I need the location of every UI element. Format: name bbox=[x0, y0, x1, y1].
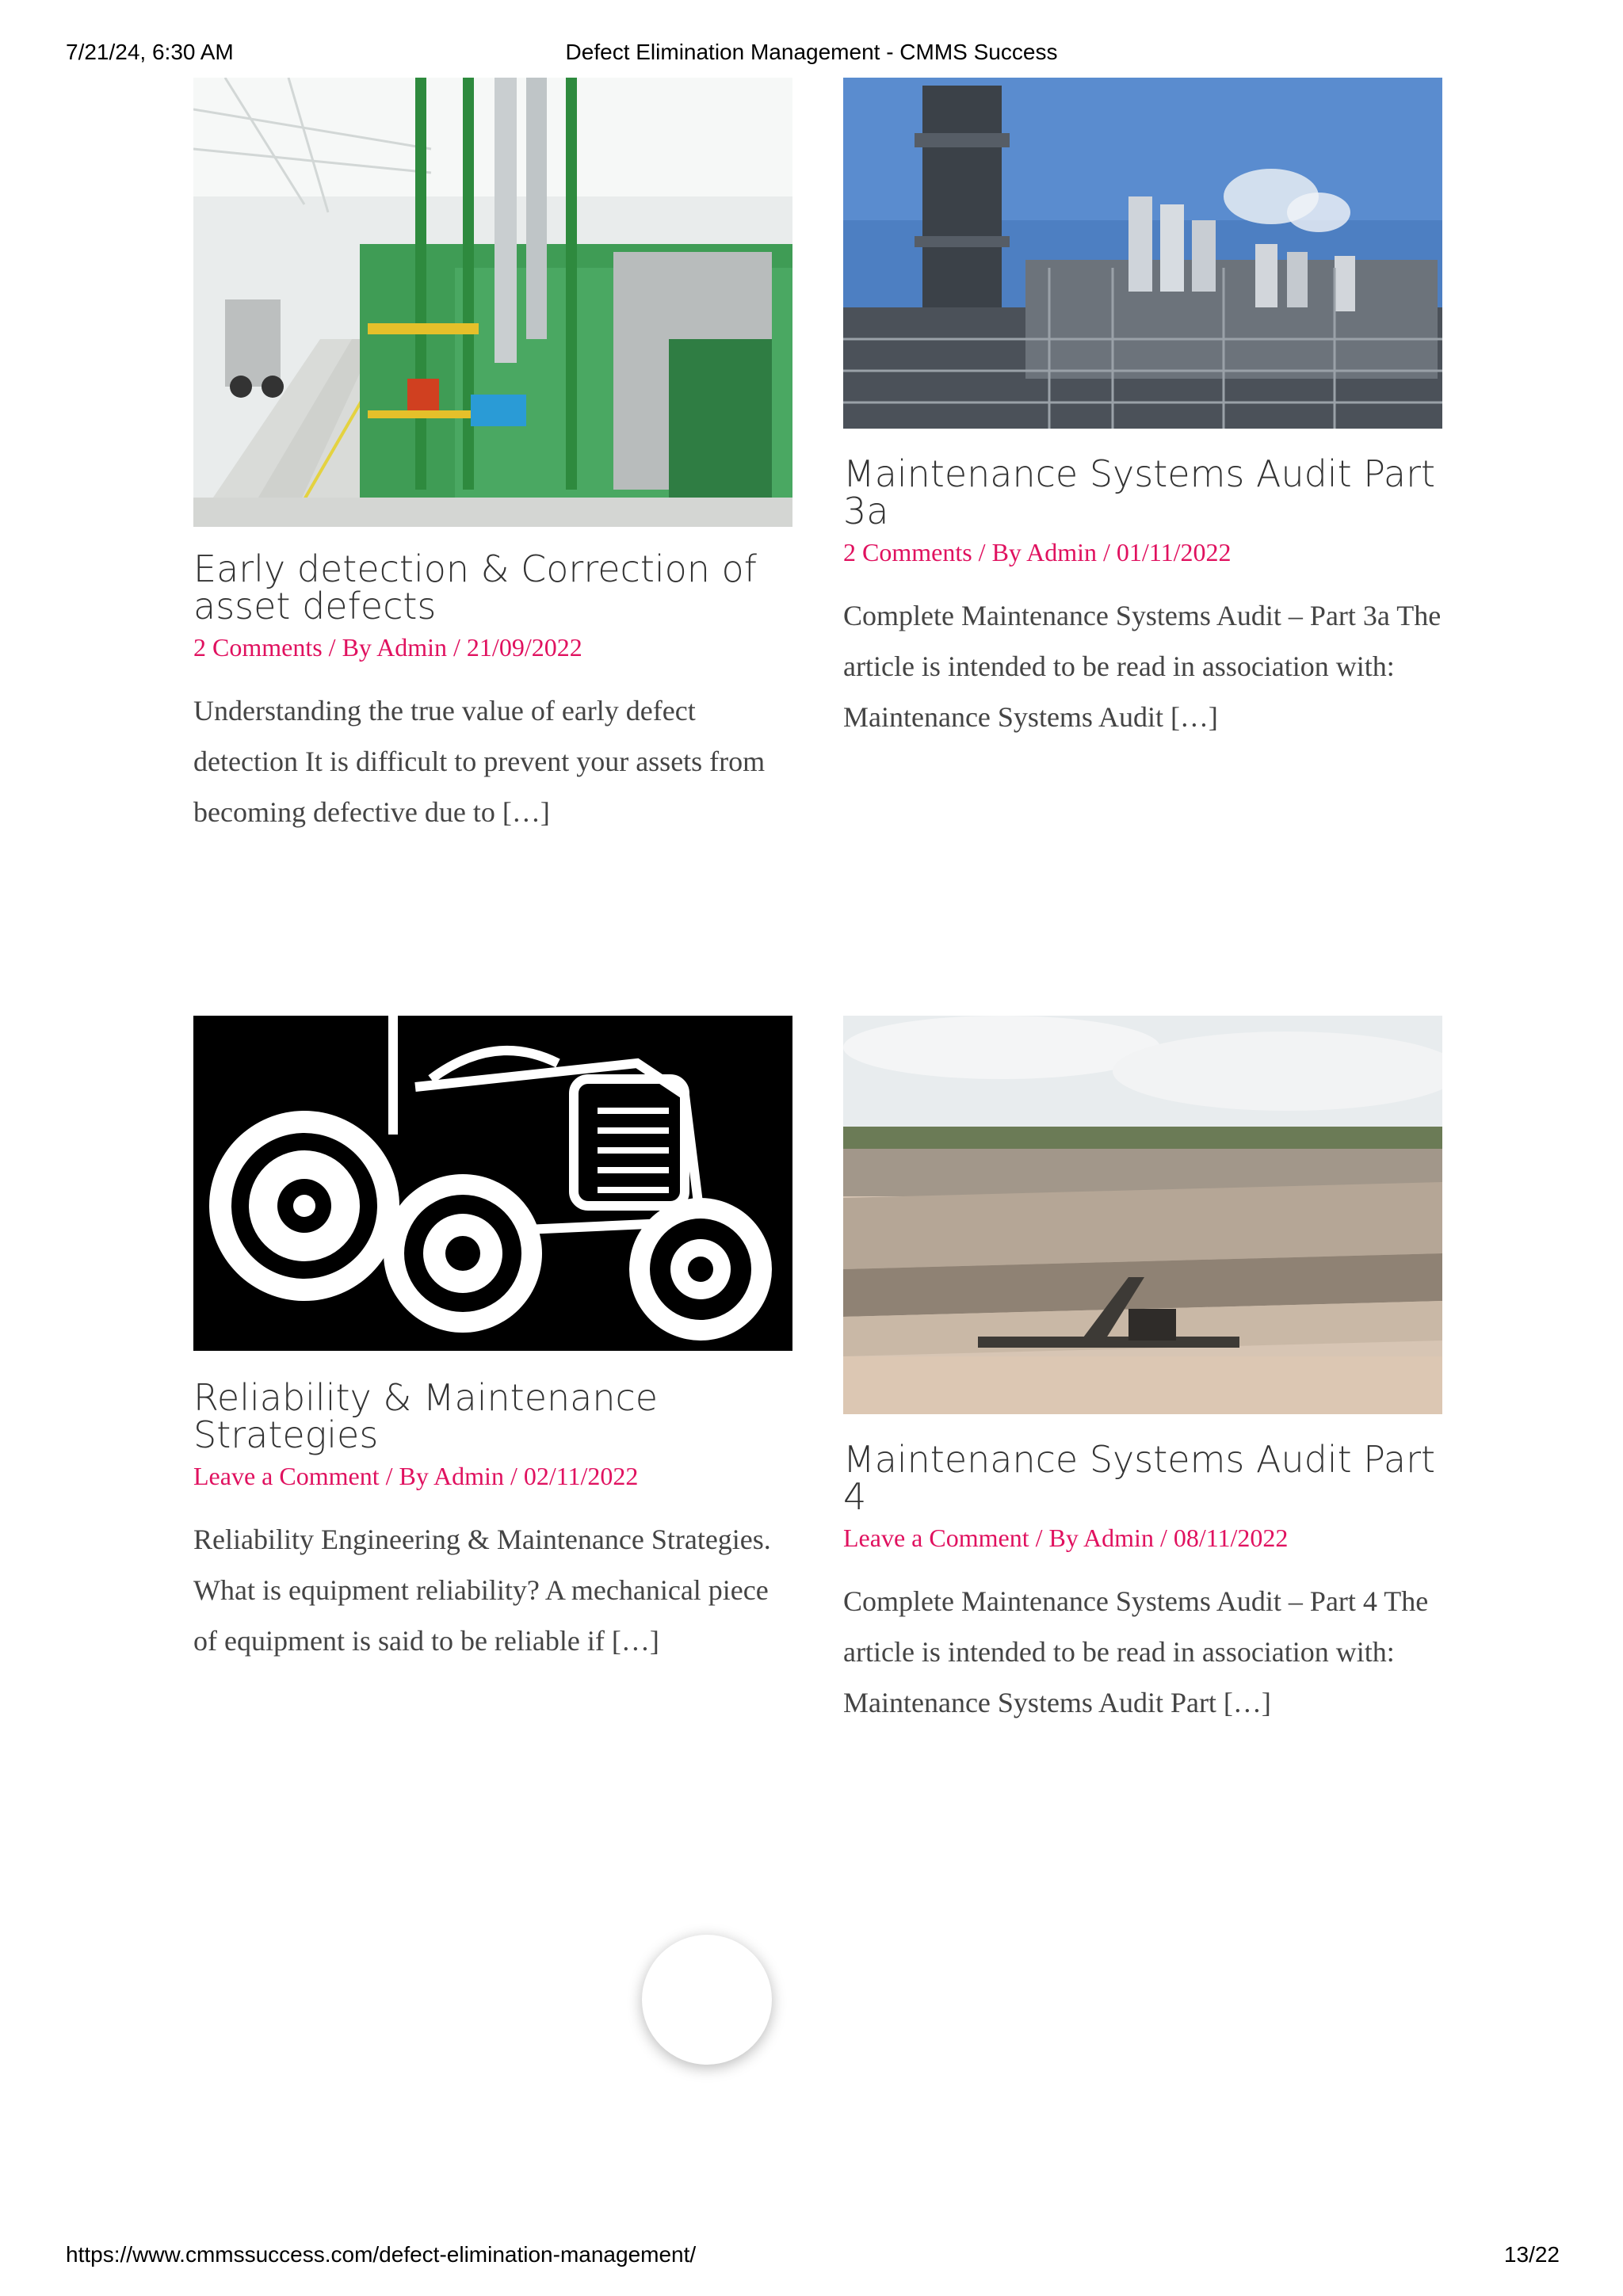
print-page-title: Defect Elimination Management - CMMS Success bbox=[565, 40, 1058, 64]
post-excerpt: Reliability Engineering & Maintenance Strategies. What is equipment reliability? A mechanical piece of equipment is said to be reliable if […] bbox=[193, 1524, 771, 1657]
post-title[interactable]: Early detection & Correction of asset defects bbox=[193, 547, 757, 627]
meta-separator: / By bbox=[972, 538, 1027, 566]
factory-floor-image bbox=[193, 78, 792, 527]
print-header bbox=[0, 40, 1623, 71]
comments-link[interactable]: Leave a Comment bbox=[193, 1462, 380, 1490]
floating-circle-button[interactable] bbox=[642, 1935, 772, 2065]
print-url: https://www.cmmssuccess.com/defect-elimination-management/ bbox=[66, 2242, 697, 2267]
post-thumbnail-link[interactable] bbox=[193, 1016, 792, 1351]
meta-separator: / bbox=[1097, 538, 1117, 566]
meta-separator: / bbox=[1153, 1524, 1174, 1552]
author-link[interactable]: Admin bbox=[376, 633, 448, 662]
meta-separator: / By bbox=[322, 633, 377, 662]
post-excerpt: Complete Maintenance Systems Audit – Part 4 The article is intended to be read in association with: Maintenance Systems Audit Part […] bbox=[843, 1585, 1429, 1718]
post-meta bbox=[843, 1522, 1442, 1554]
post-card bbox=[193, 1016, 792, 1666]
post-thumbnail-link[interactable] bbox=[843, 78, 1442, 429]
post-title[interactable]: Maintenance Systems Audit Part 3a bbox=[843, 452, 1436, 532]
print-footer bbox=[0, 2242, 1623, 2274]
print-datetime: 7/21/24, 6:30 AM bbox=[66, 40, 234, 64]
post-date: 01/11/2022 bbox=[1116, 538, 1232, 566]
tractor-image bbox=[193, 1016, 792, 1351]
post-thumbnail-link[interactable] bbox=[843, 1016, 1442, 1414]
comments-link[interactable]: 2 Comments bbox=[843, 538, 972, 566]
post-title[interactable]: Reliability & Maintenance Strategies bbox=[193, 1376, 659, 1456]
post-date: 21/09/2022 bbox=[466, 633, 582, 662]
meta-separator: / By bbox=[379, 1462, 434, 1490]
post-meta bbox=[843, 536, 1442, 568]
post-excerpt: Understanding the true value of early defect detection It is difficult to prevent your assets from becoming defective due to […] bbox=[193, 695, 766, 828]
print-page-number: 13/22 bbox=[1503, 2242, 1560, 2267]
meta-separator: / By bbox=[1029, 1524, 1084, 1552]
post-date: 08/11/2022 bbox=[1173, 1524, 1289, 1552]
open-pit-mine-image bbox=[843, 1016, 1442, 1414]
comments-link[interactable]: Leave a Comment bbox=[843, 1524, 1029, 1552]
power-plant-image bbox=[843, 78, 1442, 429]
meta-separator: / bbox=[447, 633, 467, 662]
post-thumbnail-link[interactable] bbox=[193, 78, 792, 527]
post-excerpt: Complete Maintenance Systems Audit – Part 3a The article is intended to be read in association with: Maintenance Systems Audit […] bbox=[843, 600, 1442, 733]
comments-link[interactable]: 2 Comments bbox=[193, 633, 323, 662]
post-date: 02/11/2022 bbox=[523, 1462, 639, 1490]
meta-separator: / bbox=[503, 1462, 524, 1490]
author-link[interactable]: Admin bbox=[1083, 1524, 1154, 1552]
post-meta bbox=[193, 631, 792, 663]
author-link[interactable]: Admin bbox=[433, 1462, 504, 1490]
post-title[interactable]: Maintenance Systems Audit Part 4 bbox=[843, 1438, 1436, 1518]
post-meta bbox=[193, 1460, 792, 1492]
post-card bbox=[843, 1016, 1442, 1728]
post-card bbox=[193, 78, 792, 837]
post-card bbox=[843, 78, 1442, 742]
author-link[interactable]: Admin bbox=[1026, 538, 1098, 566]
